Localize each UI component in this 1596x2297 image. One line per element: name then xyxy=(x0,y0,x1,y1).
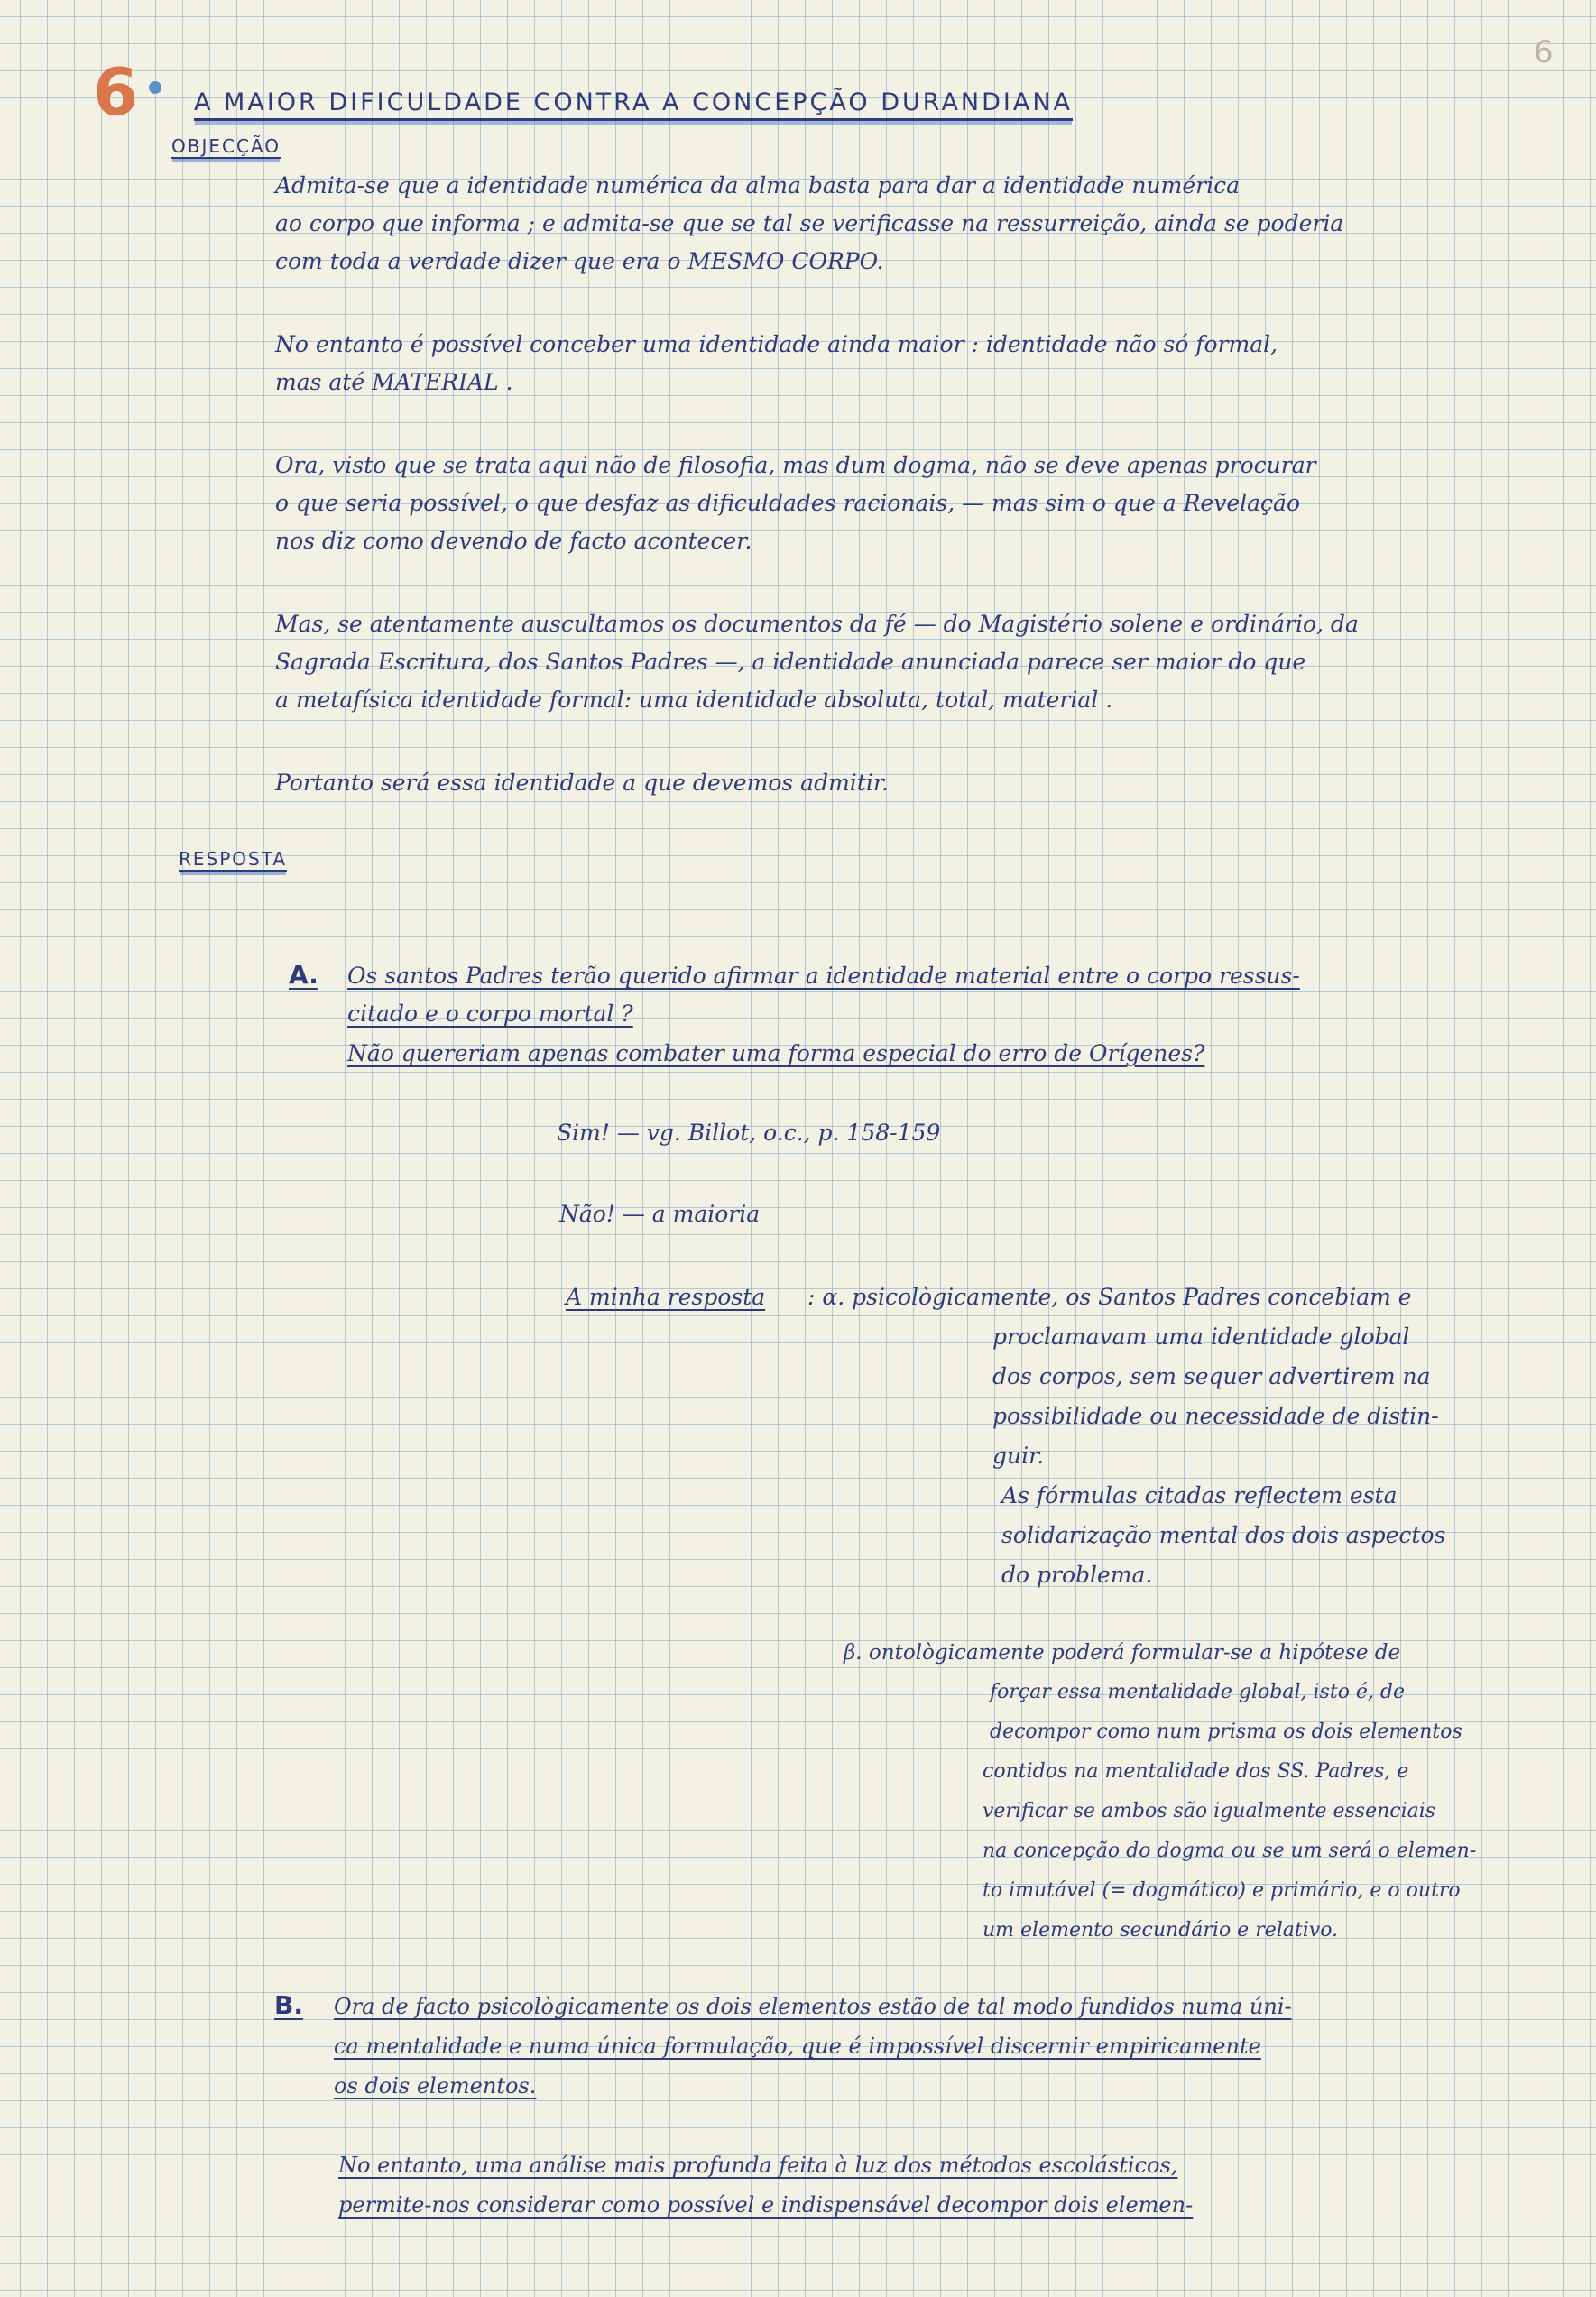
objection-p3-line-2: o que seria possível, o que desfaz as dificuldades racionais, — mas sim o que a Revelação xyxy=(275,490,1300,516)
response-heading: RESPOSTA xyxy=(179,848,288,870)
section-dot xyxy=(149,81,161,94)
beta-line-8: um elemento secundário e relativo. xyxy=(983,1919,1339,1942)
objection-p1-line-2: ao corpo que informa ; e admita-se que se tal se verificasse na ressurreição, ainda se poderia xyxy=(275,210,1344,236)
alpha-line-8: do problema. xyxy=(1001,1562,1153,1588)
beta-line-7: to imutável (= dogmático) e primário, e o outro xyxy=(983,1879,1461,1902)
page-number: 6 xyxy=(1534,34,1554,70)
point-a-line-2: citado e o corpo mortal ? xyxy=(347,1001,633,1027)
objection-p4-line-2: Sagrada Escritura, dos Santos Padres —, a identidade anunciada parece ser maior do que xyxy=(275,649,1306,675)
beta-line-2: forçar essa mentalidade global, isto é, de xyxy=(990,1681,1406,1703)
alpha-line-1: : α. psicològicamente, os Santos Padres concebiam e xyxy=(807,1284,1412,1310)
objection-p2-line-2: mas até MATERIAL . xyxy=(275,369,513,395)
point-a-line-1: Os santos Padres terão querido afirmar a identidade material entre o corpo ressus- xyxy=(347,963,1300,989)
point-a-label: A. xyxy=(289,960,318,990)
answer-no: Não! — a maioria xyxy=(559,1201,761,1227)
my-answer-label: A minha resposta xyxy=(566,1284,766,1310)
point-b-line-1: Ora de facto psicològicamente os dois elementos estão de tal modo fundidos numa úni- xyxy=(334,1994,1292,2019)
alpha-line-3: dos corpos, sem sequer advertirem na xyxy=(992,1363,1431,1389)
alpha-line-6: As fórmulas citadas reflectem esta xyxy=(1001,1482,1398,1508)
beta-line-3: decompor como num prisma os dois elementos xyxy=(990,1720,1462,1743)
alpha-line-7: solidarização mental dos dois aspectos xyxy=(1001,1522,1446,1548)
objection-p1-line-1: Admita-se que a identidade numérica da alma basta para dar a identidade numérica xyxy=(275,172,1240,198)
beta-line-4: contidos na mentalidade dos SS. Padres, e xyxy=(983,1760,1409,1783)
alpha-line-4: possibilidade ou necessidade de distin- xyxy=(992,1403,1439,1429)
objection-p3-line-3: nos diz como devendo de facto acontecer. xyxy=(275,528,752,554)
section-title: A MAIOR DIFICULDADE CONTRA A CONCEPÇÃO DURANDIANA xyxy=(194,88,1073,121)
point-a-line-3: Não quereriam apenas combater uma forma especial do erro de Orígenes? xyxy=(347,1040,1205,1066)
objection-heading: OBJECÇÃO xyxy=(171,135,281,157)
beta-line-6: na concepção do dogma ou se um será o elemen- xyxy=(983,1840,1477,1862)
objection-p1-line-3: com toda a verdade dizer que era o MESMO CORPO. xyxy=(275,248,884,274)
objection-p4-line-1: Mas, se atentamente auscultamos os documentos da fé — do Magistério solene e ordinário, da xyxy=(275,611,1359,637)
point-b-cont-line-2: permite-nos considerar como possível e indispensável decompor dois elemen- xyxy=(338,2192,1194,2218)
objection-p4-line-3: a metafísica identidade formal: uma identidade absoluta, total, material . xyxy=(275,687,1113,713)
objection-p2-line-1: No entanto é possível conceber uma identidade ainda maior : identidade não só formal, xyxy=(275,331,1278,357)
beta-line-1: β. ontològicamente poderá formular-se a hipótese de xyxy=(844,1641,1401,1665)
objection-conclusion: Portanto será essa identidade a que devemos admitir. xyxy=(275,770,889,796)
point-b-cont-line-1: No entanto, uma análise mais profunda feita à luz dos métodos escolásticos, xyxy=(338,2153,1178,2178)
point-b-line-2: ca mentalidade e numa única formulação, que é impossível discernir empiricamente xyxy=(334,2034,1261,2059)
point-b-line-3: os dois elementos. xyxy=(334,2073,537,2099)
point-b-label: B. xyxy=(274,1990,303,2020)
section-number: 6 xyxy=(93,54,139,130)
objection-p3-line-1: Ora, visto que se trata aqui não de filosofia, mas dum dogma, não se deve apenas procurar xyxy=(275,452,1316,478)
alpha-line-2: proclamavam uma identidade global xyxy=(992,1324,1410,1350)
answer-yes: Sim! — vg. Billot, o.c., p. 158-159 xyxy=(557,1120,941,1146)
beta-line-5: verificar se ambos são igualmente essenciais xyxy=(983,1800,1436,1822)
alpha-line-5: guir. xyxy=(992,1443,1045,1469)
